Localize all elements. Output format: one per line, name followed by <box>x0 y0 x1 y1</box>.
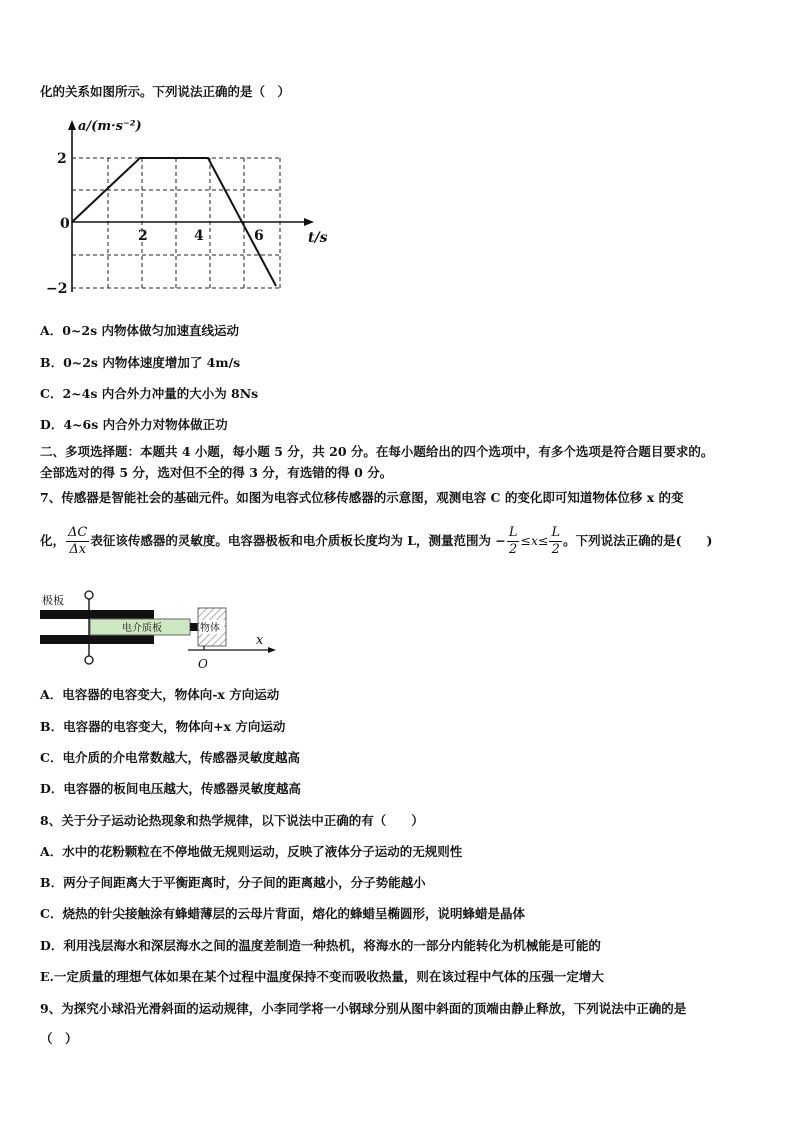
graph-y-arrow <box>68 120 76 130</box>
top-plate <box>40 610 154 619</box>
graph-x-axis-label: t/s <box>308 230 328 246</box>
graph-x-arrow <box>304 218 314 226</box>
connector-rod <box>190 623 198 631</box>
range-upper-fraction <box>549 525 562 558</box>
range-den-lower: 2 <box>509 542 518 557</box>
q7-suffix: 。下列说法正确的是( ) <box>563 533 713 548</box>
q8-option-e: E.一定质量的理想气体如果在某个过程中温度保持不变而吸收热量，则在该过程中气体的压强一定增大 <box>40 969 604 984</box>
graph-grid <box>72 158 280 288</box>
terminal-bottom <box>85 656 93 664</box>
q6-option-a: A．0~2s 内物体做匀加速直线运动 <box>40 323 239 338</box>
graph-y-tick-2: 2 <box>57 151 67 167</box>
q8-option-c: C．烧热的针尖接触涂有蜂蜡薄层的云母片背面，熔化的蜂蜡呈椭圆形，说明蜂蜡是晶体 <box>40 906 525 921</box>
q6-acceleration-graph <box>40 112 340 304</box>
q9-stem: 9、为探究小球沿光滑斜面的运动规律，小李同学将一小钢球分别从图中斜面的顶端由静止释放，下列说法中正确的是 <box>40 1001 687 1016</box>
dielectric-label: 电介质板 <box>122 623 162 634</box>
q7-stem-line1: 7、传感器是智能社会的基础元件。如图为电容式位移传感器的示意图，观测电容 C 的变化即可知道物体位移 x 的变 <box>40 490 684 505</box>
range-num-lower: L <box>508 525 518 540</box>
section2-line2: 全部选对的得 5 分，选对但不全的得 3 分，有选错的得 0 分。 <box>40 465 393 480</box>
q7-option-a: A．电容器的电容变大，物体向-x 方向运动 <box>40 687 280 702</box>
q7-option-b: B．电容器的电容变大，物体向+x 方向运动 <box>40 719 286 734</box>
graph-y-tick-neg2: −2 <box>46 281 68 297</box>
terminal-top <box>85 591 93 599</box>
section2-line1: 二、多项选择题：本题共 4 小题，每小题 5 分，共 20 分。在每小题给出的四个选项中，有多个选项是符合题目要求的。 <box>40 444 714 459</box>
q9-stem-tail: （ ） <box>40 1031 78 1046</box>
q8-option-d: D．利用浅层海水和深层海水之间的温度差制造一种热机，将海水的一部分内能转化为机械能是可能的 <box>40 938 601 953</box>
q7-capacitor-diagram <box>36 588 296 674</box>
x-axis-label: x <box>256 633 264 648</box>
x-axis-arrow <box>268 647 276 653</box>
q7-option-c: C．电介质的介电常数越大，传感器灵敏度越高 <box>40 750 300 765</box>
q6-option-b: B．0~2s 内物体速度增加了 4m/s <box>40 355 241 370</box>
origin-label: O <box>198 657 208 671</box>
q8-stem: 8、关于分子运动论热现象和热学规律，以下说法中正确的有（ ） <box>40 813 424 828</box>
q6-stem: 化的关系如图所示。下列说法正确的是（ ） <box>40 84 291 99</box>
frac-num: ΔC <box>68 525 88 540</box>
q8-option-b: B．两分子间距离大于平衡距离时，分子间的距离越小，分子势能越小 <box>40 875 426 890</box>
graph-x-tick-6: 6 <box>254 228 264 244</box>
q7-stem-line2 <box>40 524 712 558</box>
range-lower-fraction <box>507 525 520 558</box>
graph-x-tick-4: 4 <box>194 228 204 244</box>
q6-option-c: C．2~4s 内合外力冲量的大小为 8Ns <box>40 386 259 401</box>
q6-option-d: D．4~6s 内合外力对物体做正功 <box>40 417 228 432</box>
q7-prefix: 化， <box>40 533 66 548</box>
graph-y-tick-0: 0 <box>60 216 70 232</box>
graph-x-tick-2: 2 <box>138 228 148 244</box>
plate-label: 极板 <box>42 594 64 607</box>
range-num-upper: L <box>551 525 561 540</box>
frac-den: Δx <box>69 542 87 557</box>
q7-option-d: D．电容器的板间电压越大，传感器灵敏度越高 <box>40 781 301 796</box>
graph-y-axis-label: a/(m·s⁻²) <box>78 119 142 134</box>
q7-sensitivity-fraction <box>66 525 89 558</box>
range-den-upper: 2 <box>551 542 560 557</box>
q8-option-a: A．水中的花粉颗粒在不停地做无规则运动，反映了液体分子运动的无规则性 <box>40 844 463 859</box>
range-operator: ≤x≤ <box>520 533 549 548</box>
q7-mid: 表征该传感器的灵敏度。电容器极板和电介质板长度均为 L，测量范围为 − <box>90 533 506 548</box>
object-label: 物体 <box>200 623 220 634</box>
bottom-plate <box>40 635 154 644</box>
